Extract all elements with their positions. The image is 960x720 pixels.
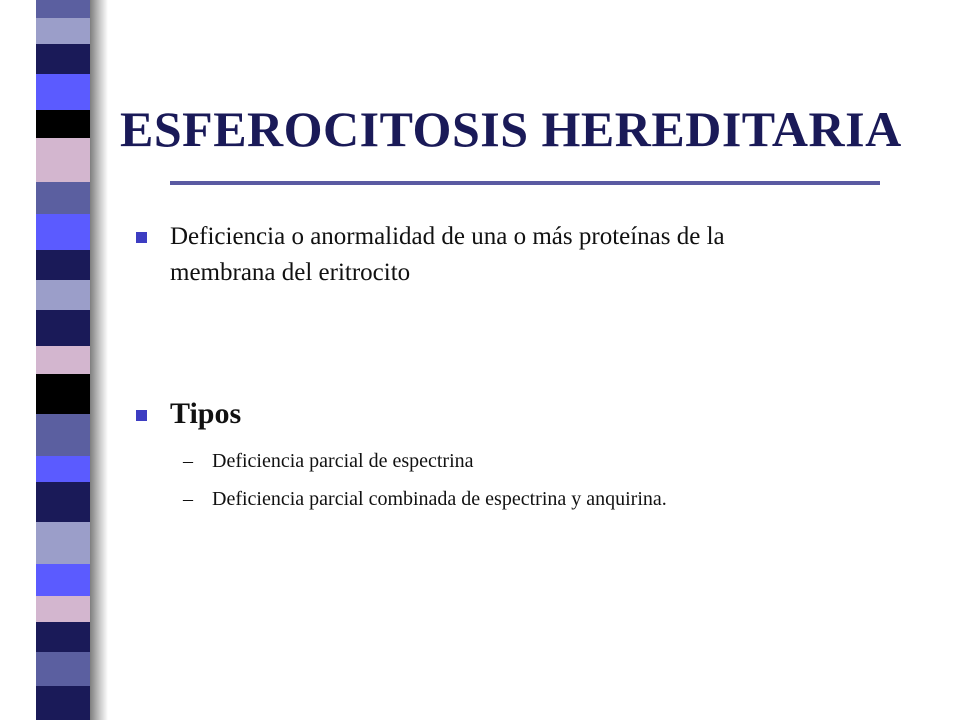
stripe-block	[36, 138, 90, 182]
stripe-block	[36, 652, 90, 686]
bullet-line: membrana del eritrocito	[170, 259, 411, 286]
dash-marker: –	[183, 488, 193, 510]
stripe-block	[36, 250, 90, 280]
stripe-shadow	[90, 0, 108, 720]
stripe-block	[36, 622, 90, 652]
stripe-block	[36, 522, 90, 564]
stripe-block	[36, 0, 90, 18]
stripe-block	[36, 596, 90, 622]
sub-item-text: Deficiencia parcial combinada de espectrina y anquirina.	[212, 488, 667, 510]
stripe-block	[36, 18, 90, 44]
slide-title: ESFEROCITOSIS HEREDITARIA	[120, 101, 902, 157]
square-bullet-icon	[136, 232, 147, 243]
bullet-line: Deficiencia o anormalidad de una o más proteínas de la	[170, 223, 725, 250]
stripe-block	[36, 414, 90, 456]
stripe-block	[36, 482, 90, 522]
stripe-block	[36, 110, 90, 138]
stripe-block	[36, 346, 90, 374]
stripe-block	[36, 280, 90, 310]
stripe-block	[36, 214, 90, 250]
stripe-block	[36, 374, 90, 414]
dash-marker: –	[183, 450, 193, 472]
sub-item-text: Deficiencia parcial de espectrina	[212, 450, 474, 472]
stripe-block	[36, 564, 90, 596]
stripe-block	[36, 456, 90, 482]
bullet-heading: Tipos	[170, 397, 242, 430]
decorative-stripe-band	[0, 0, 112, 720]
stripe-block	[36, 310, 90, 346]
stripe-block	[36, 182, 90, 214]
stripe-block	[36, 686, 90, 720]
stripe-block	[36, 74, 90, 110]
stripe-block	[36, 44, 90, 74]
stripe-edge	[0, 0, 34, 720]
title-underline-rule	[170, 181, 880, 185]
square-bullet-icon	[136, 410, 147, 421]
